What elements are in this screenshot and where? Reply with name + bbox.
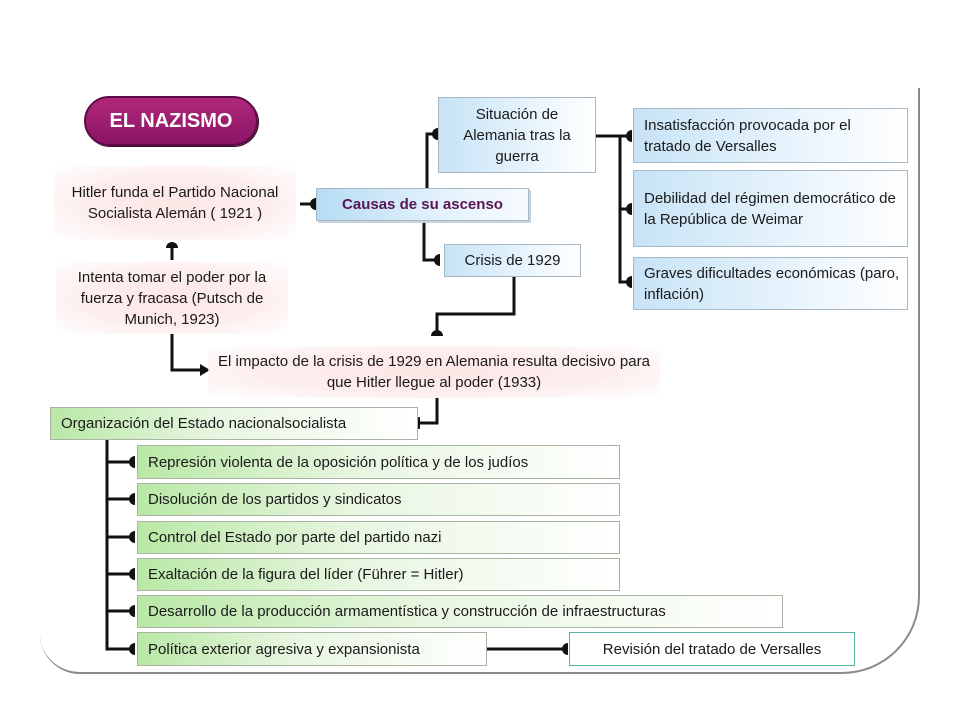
- versalles-revision-box: Revisión del tratado de Versalles: [569, 632, 855, 666]
- partido-fundacion-box: Hitler funda el Partido Nacional Socialista Alemán ( 1921 ): [54, 166, 296, 240]
- connector-causas-branch: [427, 134, 438, 190]
- detail-economia-box: Graves dificultades económicas (paro, inflación): [633, 257, 908, 310]
- page-title: EL NAZISMO: [84, 96, 258, 146]
- list-item: Desarrollo de la producción armamentística y construcción de infraestructuras: [137, 595, 783, 628]
- crisis-1929-box: Crisis de 1929: [444, 244, 581, 277]
- list-item: Represión violenta de la oposición política y de los judíos: [137, 445, 620, 479]
- organization-label-box: Organización del Estado nacionalsocialista: [50, 407, 418, 440]
- situacion-alemania-box: Situación de Alemania tras la guerra: [438, 97, 596, 173]
- causes-label: Causas de su ascenso: [316, 188, 529, 221]
- connector-organization-spine: [107, 440, 135, 649]
- detail-versalles-box: Insatisfacción provocada por el tratado de Versalles: [633, 108, 908, 163]
- detail-weimar-box: Debilidad del régimen democrático de la República de Weimar: [633, 170, 908, 247]
- putsch-munich-box: Intenta tomar el poder por la fuerza y fracasa (Putsch de Munich, 1923): [56, 262, 288, 334]
- list-item: Disolución de los partidos y sindicatos: [137, 483, 620, 516]
- list-item: Control del Estado por parte del partido nazi: [137, 521, 620, 554]
- connector-crisis-impacto: [437, 276, 514, 336]
- list-item: Exaltación de la figura del líder (Führer = Hitler): [137, 558, 620, 591]
- connector-causas-crisis: [424, 222, 440, 260]
- list-item: Política exterior agresiva y expansionista: [137, 632, 487, 666]
- connector-impacto-organization: [420, 398, 437, 423]
- impacto-crisis-box: El impacto de la crisis de 1929 en Alemania resulta decisivo para que Hitler llegue al poder (1933): [208, 346, 660, 398]
